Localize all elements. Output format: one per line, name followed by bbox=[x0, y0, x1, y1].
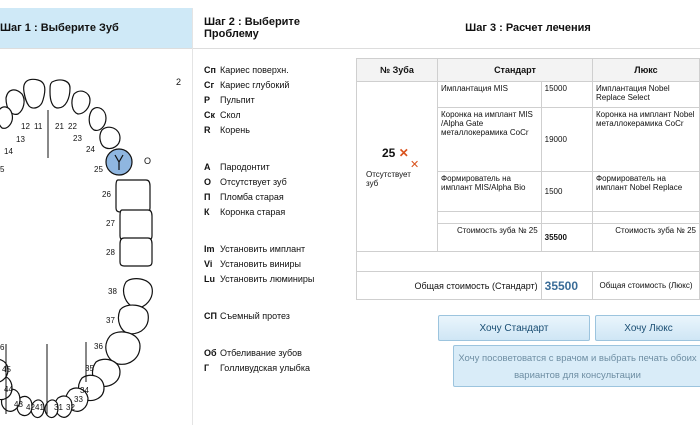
legend-item-lu[interactable]: Lu Установить люминиры bbox=[204, 274, 315, 284]
tooth-label-23: 23 bbox=[73, 134, 82, 143]
tooth-cost-value: 35500 bbox=[541, 224, 592, 252]
tooth-21[interactable] bbox=[50, 80, 70, 108]
legend-item-r[interactable]: R Корень bbox=[204, 125, 250, 135]
std-price-2: 19000 bbox=[541, 108, 592, 172]
empty-price bbox=[541, 212, 592, 224]
lux-item-3: Формирователь на имплант Nobel Replace bbox=[593, 172, 700, 212]
tooth-23[interactable] bbox=[89, 108, 106, 131]
tooth-cell bbox=[357, 82, 438, 252]
tooth-label-46: 6 bbox=[0, 343, 5, 352]
tooth-label-28: 28 bbox=[106, 248, 115, 257]
std-item-1: Имплантация MIS bbox=[438, 82, 542, 108]
remove-x-icon-2[interactable]: ✕ bbox=[410, 158, 420, 171]
total-std-label: Общая стоимость (Стандарт) bbox=[357, 272, 542, 300]
column-divider bbox=[192, 8, 193, 425]
tooth-label-22: 22 bbox=[68, 122, 77, 131]
legend-item-g[interactable]: Г Голливудская улыбка bbox=[204, 363, 310, 373]
legend-item-sk[interactable]: Ск Скол bbox=[204, 110, 241, 120]
spacer-row bbox=[357, 252, 700, 272]
tooth-36[interactable] bbox=[106, 332, 140, 364]
tooth-24[interactable] bbox=[100, 127, 120, 148]
tooth-label-12: 12 bbox=[21, 122, 30, 131]
step2-title: Шаг 2 : Выберите Проблему bbox=[204, 16, 300, 40]
std-price-1: 15000 bbox=[541, 82, 592, 108]
tooth-label-31: 31 bbox=[54, 403, 63, 412]
tooth-cost-label: Стоимость зуба № 25 bbox=[438, 224, 542, 252]
legend-item-p[interactable]: Р Пульпит bbox=[204, 95, 255, 105]
want-lux-button[interactable]: Хочу Люкс bbox=[595, 315, 700, 341]
legend-item-sp[interactable]: Сп Кариес поверхн. bbox=[204, 65, 289, 75]
step3-header bbox=[356, 8, 700, 48]
tooth-label-15: 5 bbox=[0, 165, 5, 174]
remove-x-icon[interactable]: ✕ bbox=[398, 145, 409, 160]
legend-item-o[interactable]: О Отсутствует зуб bbox=[204, 177, 287, 187]
tooth-label-41: 41 bbox=[35, 403, 44, 412]
tooth-label-27: 27 bbox=[106, 219, 115, 228]
consult-button[interactable]: Хочу посоветоватся с врачом и выбрать печать обоих вариантов для консультации bbox=[453, 345, 700, 387]
legend-item-pl[interactable]: П Пломба старая bbox=[204, 192, 284, 202]
tooth-label-42: 42 bbox=[26, 403, 35, 412]
tooth-label-21: 21 bbox=[55, 122, 64, 131]
tooth-number: 25 bbox=[382, 145, 396, 160]
tooth-13[interactable] bbox=[0, 107, 12, 128]
tooth-chart[interactable] bbox=[0, 52, 192, 425]
tooth-label-14: 14 bbox=[4, 147, 13, 156]
tooth-cost-lux-label: Стоимость зуба № 25 bbox=[593, 224, 700, 252]
total-lux-label: Общая стоимость (Люкс) bbox=[593, 272, 700, 300]
total-std-value: 35500 bbox=[541, 272, 592, 300]
lux-item-2: Коронка на имплант Nobel металлокерамика CoCr bbox=[593, 108, 700, 172]
tooth-marker-o: О bbox=[144, 156, 152, 166]
tooth-label-13: 13 bbox=[16, 135, 25, 144]
legend-item-vi[interactable]: Vi Установить виниры bbox=[204, 259, 302, 269]
lux-item-1: Имплантация Nobel Replace Select bbox=[593, 82, 700, 108]
tooth-label-34: 34 bbox=[80, 386, 89, 395]
tooth-22[interactable] bbox=[72, 91, 90, 114]
tooth-38[interactable] bbox=[124, 279, 153, 308]
tooth-label-24: 24 bbox=[86, 145, 95, 154]
tooth-label-25: 25 bbox=[94, 165, 103, 174]
tooth-28[interactable] bbox=[120, 238, 152, 266]
legend-item-k[interactable]: К Коронка старая bbox=[204, 207, 286, 217]
tooth-37[interactable] bbox=[118, 305, 148, 334]
std-item-3: Формирователь на имплант MIS/Alpha Bio bbox=[438, 172, 542, 212]
tooth-label-43: 43 bbox=[14, 400, 23, 409]
tooth-label-36: 36 bbox=[94, 342, 103, 351]
legend-item-im[interactable]: Im Установить имплант bbox=[204, 244, 306, 254]
tooth-26[interactable] bbox=[116, 180, 150, 212]
tooth-label-32: 32 bbox=[66, 403, 75, 412]
std-price-3: 1500 bbox=[541, 172, 592, 212]
tooth-label-35: 35 bbox=[85, 364, 94, 373]
number-2: 2 bbox=[176, 77, 182, 87]
step2-header bbox=[192, 8, 356, 48]
want-standard-button[interactable]: Хочу Стандарт bbox=[438, 315, 590, 341]
tooth-label-33: 33 bbox=[74, 395, 83, 404]
tooth-label-11: 11 bbox=[34, 122, 43, 131]
std-item-2: Коронка на имплант MIS /Alpha Gate металлокерамика CoCr bbox=[438, 108, 542, 172]
legend-item-ob[interactable]: Об Отбеливание зубов bbox=[204, 348, 302, 358]
tooth-11[interactable] bbox=[24, 79, 45, 108]
step1-title: Шаг 1 : Выберите Зуб bbox=[0, 22, 119, 34]
empty-std bbox=[438, 212, 542, 224]
legend-item-spr[interactable]: СП Съемный протез bbox=[204, 311, 290, 321]
tooth-status: Отсутствует зуб bbox=[366, 169, 411, 188]
step1-header bbox=[0, 8, 192, 48]
tooth-label-44: 44 bbox=[4, 385, 13, 394]
tooth-label-45: 45 bbox=[2, 365, 11, 374]
step3-title: Шаг 3 : Расчет лечения bbox=[465, 22, 591, 34]
tooth-label-26: 26 bbox=[102, 190, 111, 199]
col-lux-header: Люкс bbox=[593, 59, 700, 82]
legend-item-a[interactable]: А Пародонтит bbox=[204, 162, 270, 172]
header-divider bbox=[0, 48, 700, 49]
empty-lux bbox=[593, 212, 700, 224]
tooth-label-37: 37 bbox=[106, 316, 115, 325]
col-tooth-header: № Зуба bbox=[357, 59, 438, 82]
tooth-label-38: 38 bbox=[108, 287, 117, 296]
col-standard-header: Стандарт bbox=[438, 59, 593, 82]
tooth-27[interactable] bbox=[120, 210, 152, 240]
legend-item-sg[interactable]: Сг Кариес глубокий bbox=[204, 80, 290, 90]
calculation-table bbox=[356, 58, 700, 300]
